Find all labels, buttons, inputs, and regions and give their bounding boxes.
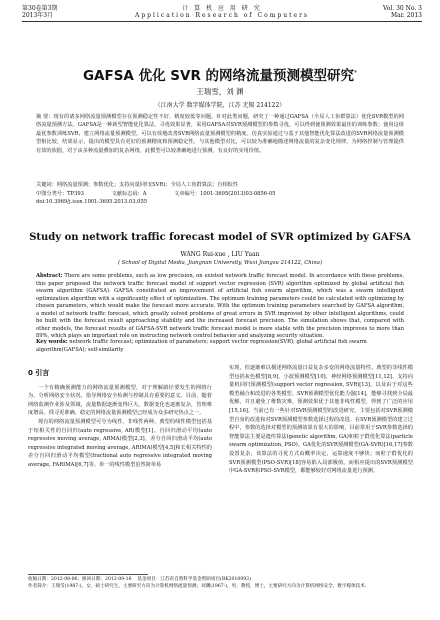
paper-title-en: Study on network traffic forecast model of SVR optimized by GAFSA — [29, 232, 411, 243]
section-heading-intro: 0 引言 — [28, 369, 50, 377]
keywords-en — [36, 339, 404, 354]
body-paragraph: 现有的网络流量预测模型可分为线性、非线性两种。典型的线性模型包括基于短相关性的自回归(auto regressive, AR)模型[1]、自回归滑动平均(auto regressive moving average, ARMA)模型[2,3]、差分自回归滑动平均(auto regressive integrated moving average, ARIMA)模型[4,5]和长相关特性的差分自回归滑动平均模型(fractional auto regressive integrated moving average, FARIMA)[6,7]等。单一的线性模型虽然简单易 — [28, 418, 212, 468]
affiliation-cn: （江南大学 数字媒体学院，江苏 无锡 214122） — [154, 102, 286, 109]
title-footnote-mark: * — [354, 69, 358, 77]
body-paragraph: 一个有精确预测能力的网络流量预测模型，对于理解路径要发生的网络行为、分析网络安全状况、指导网络安全检测与控制具有重要的意义。目前，随着网络监测作业涉及领域，流量数据逐渐变得巨大，数据变化也逐渐复杂，管理难度增高。找寻更准确、稳定的网络流量预测模型已经成为众多研究热点之一。 — [28, 384, 212, 417]
doi: doi:10.3969/j.issn.1001-3695.2013.03.055 — [36, 199, 148, 205]
classification-line — [36, 190, 404, 198]
document-code: 文献标志码：A — [111, 191, 147, 197]
footnote: 收稿日期：2012-08-06；修回日期：2012-09-16 基金项目：江苏省自然科学基金资助项目(BK2010093) 作者简介：王瑞雪(1987-)，女，硕士研究生，主要研究方向为计算机网络流量预测；刘渊(1967-)，男，教授，博士，主要研究方向为计算机网络安全、数字媒体技术. — [28, 577, 367, 589]
article-number: 文章编号：1001-3695(2013)03-0856-05 — [174, 191, 276, 197]
body-paragraph: 实现，但逐渐难以描述网络流量日益复杂多变的网络流量特性。典型的非线性模型包括灰色模型[8,9]、小波预测模型[10]、神经网络预测模型[11,12]、支持向量机回归预测模型(support vector regression, SVR)[13]，以及由于对这些模型融合和改进的各类模型。SVR预测模型优化能力强[14]，能够寻找到全局最优解，并且避免了维数灾难，预测效果优于其他非线性模型，得到了广泛的应用[15,16]。当前已有一些针对SVR预测模型的改进研究。主要包括对SVR预测模型自身的改进和对SVR预测模型参数选择过程的改进。在SVR预测模型的建立过程中，参数的选择对模型的预测效果有很大的影响，目前常用于SVR参数选择的智能算法主要是遗传算法(genetic algorithm, GA)和粒子群优化算法(particle swarm optimization, PSO)。GA优化的SVR预测模型(GA-SVR)[16,17]参数设置复杂，该算法的寻优方式由概率决定，运算速度不够快；而粒子群优化的SVR预测模型(PSO-SVR)[18]容易陷入局部极值。而相应提出的SVR预测模型中GA-SVR和PSO-SVR模型，都能够较好对网络流量进行预测。 — [229, 365, 413, 475]
footnote-rule — [28, 574, 148, 575]
abstract-en — [36, 273, 404, 341]
body-column-right — [229, 364, 413, 476]
header-journal-name: 计 算 机 应 用 研 究 Application Research of Computers — [134, 5, 310, 19]
keywords-en-text: network traffic forecast; optimization of parameters; support vector regression(SVR); global artificial fish swarm algorithm(GAFSA); self-similarity — [36, 339, 367, 353]
paper-title-cn — [0, 64, 440, 84]
title-cn-text: GAFSA 优化 SVR 的网络流量预测模型研究 — [82, 68, 355, 84]
abstract-cn: 摘 要：现有的诸多网络流量预测模型存在预测稳定性不好、精度较低等问题。针对此类问题，研究了一种通过GAFSA（全局人工鱼群算法）优化SVR模型的网络流量预测方法。GAFSA是一种新型智能优化算法，寻优效果显著，采用GAFSA对SVR预测模型的参数寻优，可以得到使预测效果最佳的训练参数；使用这组最优参数训练SVR，建立网络流量预测模型，可以有效地改善SVR网络流量预测模型的精度。仿真实验通过与基于其他智能优化算法改进的SVR网络流量预测模型相比较，结果显示，提出的模型具有更好的预测精度和预测稳定性，与其他模型对比，可以较为准确地描述网络流量的复杂变化规律，为网络控制与管理提供有效的依据，对于由多种流量叠加的复杂网络，此模型可以较准确地进行预测，有良好的实用价值。 — [36, 114, 404, 154]
header-volume-cn: 第30卷第3期 2013年3月 — [22, 5, 58, 19]
authors-cn: 王瑞雪，刘 渊 — [196, 87, 244, 96]
abstract-en-text: There are some problems, such as low precision, on existed network traffic forecast model. In accordance with these problems, this paper proposed the network traffic forecast model of support vector regression (SVR) algorithm optimized by global artificial fish swarm algorithm (GAFSA). GAFSA constituted an improvement of artificial fish swarm algorithm, which was a swarm intelligent optimization algorithm with a significantly effect of optimization. The optimum training parameters could be calculated with optimizing by chosen parameters, which would make the forecast more accurate. With the optimum training parameters searched by GAFSA algorithm, a model of network traffic forecast, which greatly solved problems of great errors in SVR improved by other intelligent algorithms, could be built with the forecast result approaching stability and the increased forecast precision. The simulation shows that, compared with other models, the forecast results of GAFSA-SVR network traffic forecast model is more stable with the precision improves to more than 89%, which plays an important role on instructing network control behavior and analyzing security situation. — [36, 273, 405, 339]
header-volume-en: Vol. 30 No. 3 Mar. 2013 — [382, 5, 422, 19]
affiliation-en: ( School of Digital Media, Jiangnan University, Wuxi Jiangsu 214122, China) — [117, 260, 323, 266]
clc-number: 中图分类号：TP393 — [36, 191, 84, 197]
keywords-cn: 关键词：网络流量预测；参数优化；支持向量回归(SVR)；全局人工鱼群算法；自相似性 — [36, 182, 239, 188]
body-column-left — [28, 364, 212, 470]
running-header — [22, 4, 422, 22]
header-rule — [22, 21, 422, 22]
authors-en: WANG Rui-xue , LIU Yuan — [180, 251, 260, 258]
keywords-en-label: Key words: — [36, 339, 68, 345]
abstract-en-label: Abstract: — [36, 273, 63, 279]
